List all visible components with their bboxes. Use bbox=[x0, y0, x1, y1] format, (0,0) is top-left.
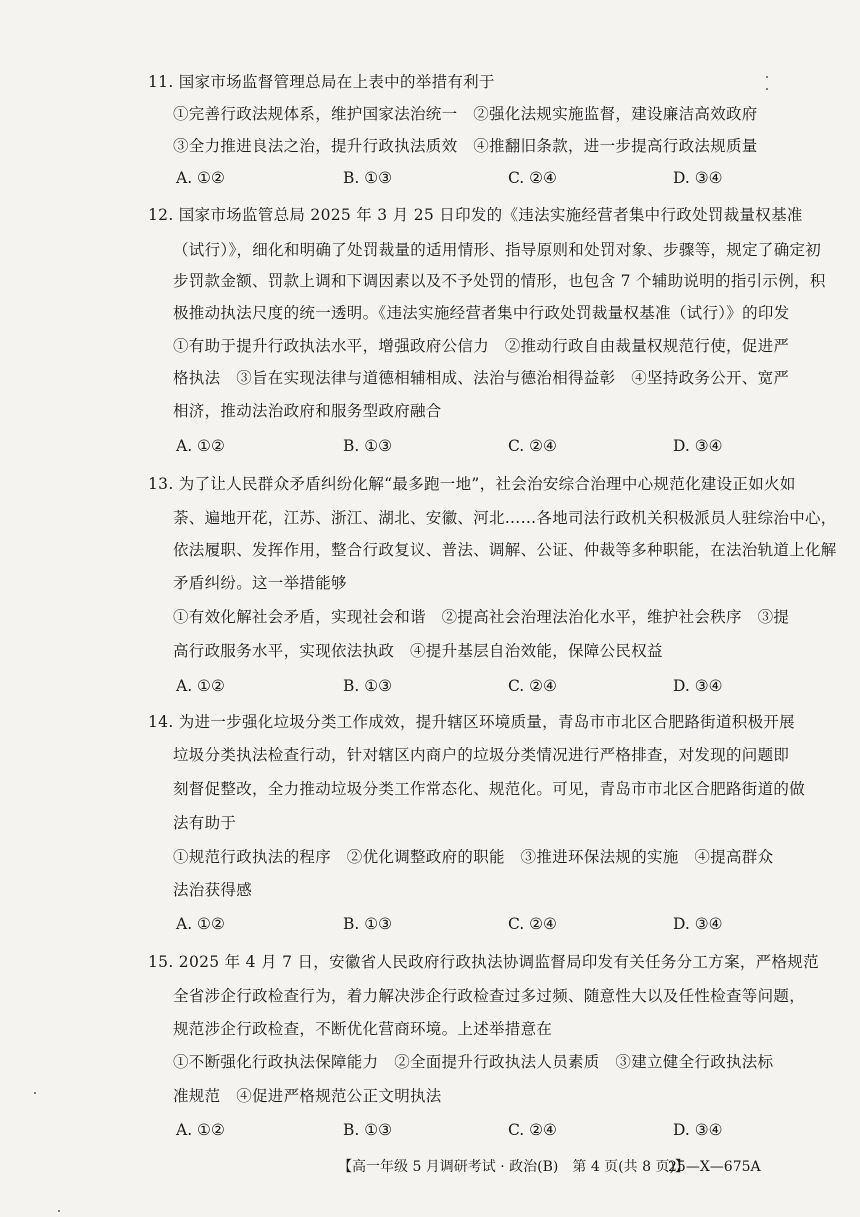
question-13-option-b[interactable]: B. ①③ bbox=[343, 677, 393, 695]
question-12-option-c[interactable]: C. ②④ bbox=[508, 437, 557, 455]
question-15-option-b[interactable]: B. ①③ bbox=[343, 1121, 393, 1139]
question-13-statements-line: 高行政服务水平，实现依法执政 ④提升基层自治效能，保障公民权益 bbox=[173, 642, 663, 660]
question-13-option-c[interactable]: C. ②④ bbox=[508, 677, 557, 695]
question-15-stem-line: 全省涉企行政检查行为，着力解决涉企行政检查过多过频、随意性大以及任性检查等问题， bbox=[173, 987, 806, 1005]
question-13-stem-line: 荼、遍地开花，江苏、浙江、湖北、安徽、河北……各地司法行政机关积极派员人驻综治中心， bbox=[173, 509, 837, 527]
question-13-stem-line: 13. 为了让人民群众矛盾纠纷化解“最多跑一地”，社会治安综合治理中心规范化建设正如火如 bbox=[148, 475, 796, 493]
question-13-option-a[interactable]: A. ①② bbox=[176, 677, 225, 695]
question-11-option-c[interactable]: C. ②④ bbox=[508, 169, 557, 187]
question-14-stem-line: 法有助于 bbox=[173, 814, 237, 832]
question-15-stem-line: 15. 2025 年 4 月 7 日，安徽省人民政府行政执法协调监督局印发有关任务分工方案，严格规范 bbox=[148, 953, 819, 971]
question-14-statements-line: ①规范行政执法的程序 ②优化调整政府的职能 ③推进环保法规的实施 ④提高群众 bbox=[173, 848, 774, 866]
question-12-option-b[interactable]: B. ①③ bbox=[343, 437, 393, 455]
scan-speck bbox=[766, 76, 768, 78]
question-11-statements-line: ③全力推进良法之治，提升行政执法质效 ④推翻旧条款，进一步提高行政法规质量 bbox=[173, 137, 758, 155]
question-14-option-d[interactable]: D. ③④ bbox=[673, 915, 723, 933]
question-13-option-d[interactable]: D. ③④ bbox=[673, 677, 723, 695]
question-11-stem: 11. 国家市场监督管理总局在上表中的举措有利于 bbox=[148, 73, 495, 91]
question-15-statements-line: ①不断强化行政执法保障能力 ②全面提升行政执法人员素质 ③建立健全行政执法标 bbox=[173, 1053, 774, 1071]
question-12-stem-line: 12. 国家市场监管总局 2025 年 3 月 25 日印发的《违法实施经营者集中行政处罚裁量权基准 bbox=[148, 206, 803, 224]
scan-speck bbox=[766, 88, 768, 90]
page-footer-label: 【高一年级 5 月调研考试 · 政治(B) 第 4 页(共 8 页)】 bbox=[338, 1159, 689, 1175]
question-11-statements-line: ①完善行政法规体系，维护国家法治统一 ②强化法规实施监督，建设廉洁高效政府 bbox=[173, 105, 758, 123]
question-14-statements-line: 法治获得感 bbox=[173, 881, 253, 899]
scan-speck bbox=[58, 1210, 60, 1212]
question-11-option-a[interactable]: A. ①② bbox=[176, 169, 225, 187]
question-13-statements-line: ①有效化解社会矛盾，实现社会和谐 ②提高社会治理法治化水平，维护社会秩序 ③提 bbox=[173, 608, 790, 626]
question-15-option-c[interactable]: C. ②④ bbox=[508, 1121, 557, 1139]
question-13-stem-line: 矛盾纠纷。这一举措能够 bbox=[173, 574, 347, 592]
question-12-statements-line: ①有助于提升行政执法水平，增强政府公信力 ②推动行政自由裁量权规范行使，促进严 bbox=[173, 337, 790, 355]
question-14-stem-line: 垃圾分类执法检查行动，针对辖区内商户的垃圾分类情况进行严格排查，对发现的问题即 bbox=[173, 746, 790, 764]
question-12-stem-line: 步罚款金额、罚款上调和下调因素以及不予处罚的情形，也包含 7 个辅助说明的指引示例，积 bbox=[173, 272, 826, 290]
question-14-option-a[interactable]: A. ①② bbox=[176, 915, 225, 933]
question-14-stem-line: 刻督促整改，全力推动垃圾分类工作常态化、规范化。可见，青岛市市北区合肥路街道的做 bbox=[173, 780, 806, 798]
question-15-statements-line: 准规范 ④促进严格规范公正文明执法 bbox=[173, 1087, 442, 1105]
question-14-option-c[interactable]: C. ②④ bbox=[508, 915, 557, 933]
question-15-option-d[interactable]: D. ③④ bbox=[673, 1121, 723, 1139]
question-15-stem-line: 规范涉企行政检查，不断优化营商环境。上述举措意在 bbox=[173, 1020, 553, 1038]
question-11-option-d[interactable]: D. ③④ bbox=[673, 169, 723, 187]
question-12-stem-line: （试行）》，细化和明确了处罚裁量的适用情形、指导原则和处罚对象、步骤等，规定了确定初 bbox=[173, 241, 822, 259]
question-12-statements-line: 格执法 ③旨在实现法律与道德相辅相成、法治与德治相得益彰 ④坚持政务公开、宽严 bbox=[173, 369, 790, 387]
question-12-option-a[interactable]: A. ①② bbox=[176, 437, 225, 455]
question-14-option-b[interactable]: B. ①③ bbox=[343, 915, 393, 933]
question-12-stem-line: 极推动执法尺度的统一透明。《违法实施经营者集中行政处罚裁量权基准（试行）》的印发 bbox=[173, 304, 790, 322]
scan-speck bbox=[34, 1092, 36, 1094]
exam-code: 25—X—675A bbox=[668, 1159, 761, 1175]
question-15-option-a[interactable]: A. ①② bbox=[176, 1121, 225, 1139]
question-13-stem-line: 依法履职、发挥作用，整合行政复议、普法、调解、公证、仲裁等多种职能，在法治轨道上化解 bbox=[173, 541, 837, 559]
question-12-statements-line: 相济，推动法治政府和服务型政府融合 bbox=[173, 402, 442, 420]
question-12-option-d[interactable]: D. ③④ bbox=[673, 437, 723, 455]
question-14-stem-line: 14. 为进一步强化垃圾分类工作成效，提升辖区环境质量，青岛市市北区合肥路街道积极开展 bbox=[148, 713, 795, 731]
question-11-option-b[interactable]: B. ①③ bbox=[343, 169, 393, 187]
